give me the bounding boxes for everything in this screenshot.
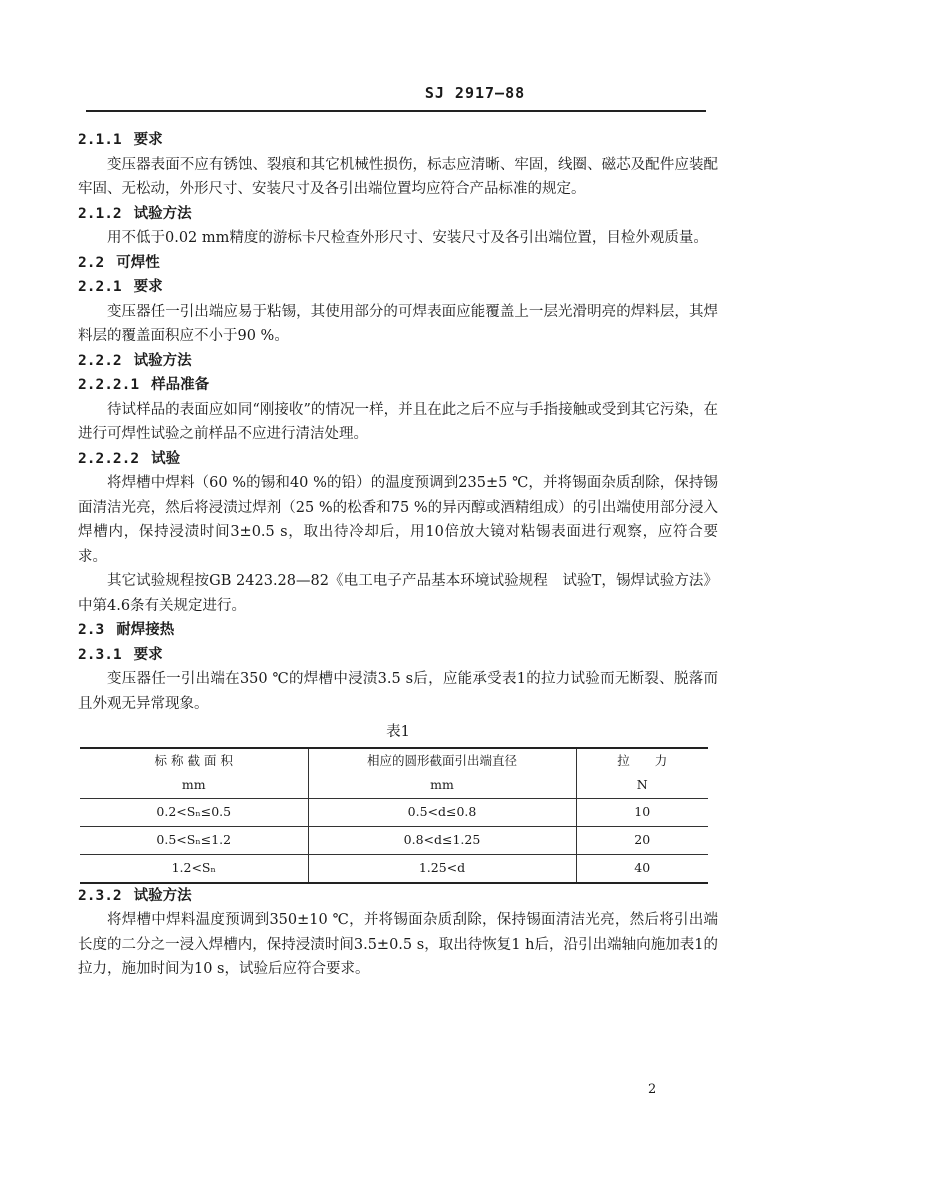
table-header-cell: 拉 力 [576,748,708,774]
paragraph: 将焊槽中焊料温度预调到350±10 ℃，并将锡面杂质刮除，保持锡面清洁光亮，然后将引出端长度的二分之一浸入焊槽内，保持浸渍时间3.5±0.5 s，取出待恢复1 h后，沿引出端轴向施加表1的拉力，施加时间为10 s，试验后应符合要求。 [78,912,718,977]
table-row [80,798,708,826]
table-unit-cell: mm [80,773,308,798]
section-number: 2.1.1 [78,132,122,148]
section-title: 试验方法 [133,204,192,222]
section-heading [78,251,718,276]
section-number: 2.1.2 [78,205,122,222]
section-title: 耐焊接热 [116,621,175,638]
table-row [80,826,708,854]
document-code: SJ 2917—88 [424,84,526,102]
table-header-cell: 相应的圆形截面引出端直径 [308,748,576,774]
section-number: 2.3 [78,622,105,638]
section-title: 试验方法 [133,886,192,904]
paragraph: 变压器任一引出端应易于粘锡，其使用部分的可焊表面应能覆盖上一层光滑明亮的焊料层，其焊料层的覆盖面积应不小于90 %。 [78,303,718,344]
section-number: 2.2.1 [78,279,122,295]
table-cell: 40 [576,854,708,883]
section-title: 要求 [133,131,163,148]
table-cell: 0.2<Sₙ≤0.5 [80,798,308,826]
table-unit-row [80,773,708,798]
table-cell: 0.5<d≤0.8 [308,798,576,826]
page-number: 2 [648,1082,657,1097]
table-cell: 1.2<Sₙ [80,854,308,883]
section-heading [78,884,718,909]
spec-table [80,747,708,884]
section-title: 试验 [151,449,181,467]
paragraph: 待试样品的表面应如同“刚接收”的情况一样，并且在此之后不应与手指接触或受到其它污染，在进行可焊性试验之前样品不应进行清洁处理。 [78,401,718,442]
table-unit-cell: N [576,773,708,798]
section-heading [78,618,718,643]
section-number: 2.2.2.2 [78,450,140,467]
section-number: 2.2 [78,254,105,271]
section-number: 2.2.2 [78,352,122,369]
section-title: 要求 [133,645,163,663]
section-heading [78,202,718,227]
paragraph: 变压器表面不应有锈蚀、裂痕和其它机械性损伤，标志应清晰、牢固，线圈、磁芯及配件应装配牢固、无松动，外形尺寸、安装尺寸及各引出端位置均应符合产品标准的规定。 [78,156,718,197]
section-title: 样品准备 [151,376,210,393]
section-title: 可焊性 [116,253,160,271]
section-heading [78,373,718,398]
section-heading [78,447,718,472]
section-number: 2.2.2.1 [78,377,140,393]
section-title: 试验方法 [133,351,192,369]
table-cell: 20 [576,826,708,854]
section-number: 2.3.1 [78,646,122,663]
paragraph: 用不低于0.02 mm精度的游标卡尺检查外形尺寸、安装尺寸及各引出端位置，目检外观质量。 [107,230,708,246]
document-body [78,128,718,982]
sections-after-table [78,884,718,982]
section-heading [78,128,718,153]
table-cell: 10 [576,798,708,826]
table-row [80,854,708,883]
table-cell: 1.25<d [308,854,576,883]
section-title: 要求 [133,278,163,295]
paragraph: 其它试验规程按GB 2423.28—82《电工电子产品基本环境试验规程 试验T，锡焊试验方法》中第4.6条有关规定进行。 [78,573,718,614]
sections-before-table [78,128,718,716]
table-cell: 0.8<d≤1.25 [308,826,576,854]
section-heading [78,275,718,300]
table-header-row [80,748,708,774]
section-heading [78,349,718,374]
table-cell: 0.5<Sₙ≤1.2 [80,826,308,854]
section-number: 2.3.2 [78,887,122,904]
table-caption: 表1 [386,724,410,740]
header-rule [86,110,706,112]
paragraph: 变压器任一引出端在350 ℃的焊槽中浸渍3.5 s后，应能承受表1的拉力试验而无断裂、脱落而且外观无异常现象。 [78,671,718,712]
table-header-cell: 标 称 截 面 积 [80,748,308,774]
table-unit-cell: mm [308,773,576,798]
section-heading [78,643,718,668]
paragraph: 将焊槽中焊料（60 %的锡和40 %的铅）的温度预调到235±5 ℃，并将锡面杂质刮除，保持锡面清洁光亮，然后将浸渍过焊剂（25 %的松香和75 %的异丙醇或酒精组成）的引出端使用部分浸入焊槽内，保持浸渍时间3±0.5 s，取出待冷却后，用10倍放大镜对粘锡表面进行观察，应符合要求。 [78,475,718,565]
